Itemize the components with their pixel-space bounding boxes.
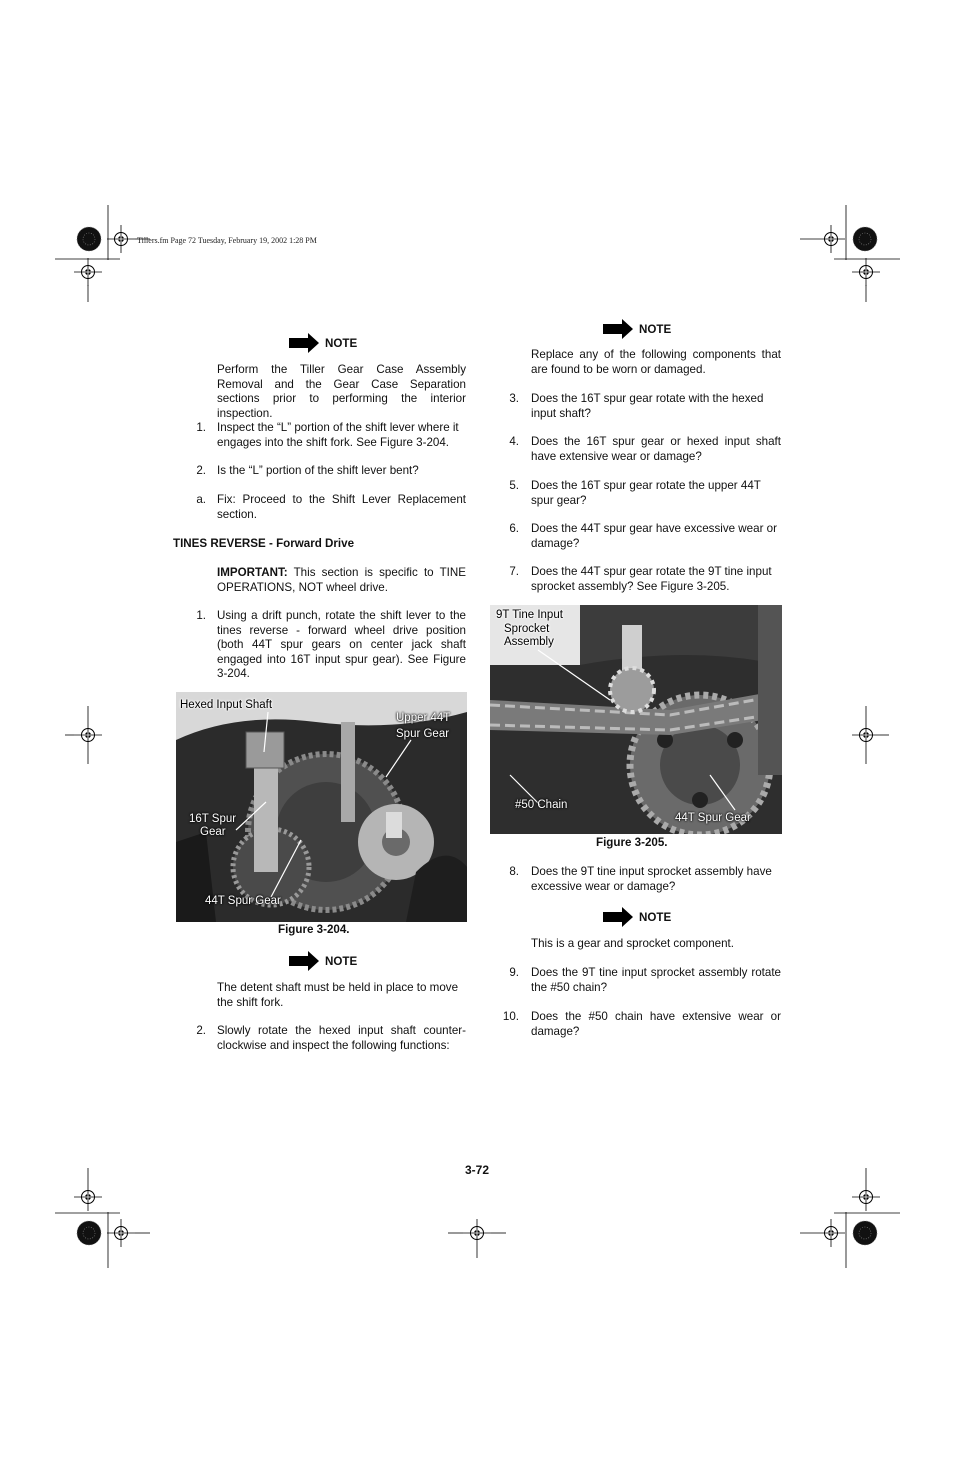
step-text: Does the 16T spur gear or hexed input shaft have extensive wear or damage?: [531, 435, 781, 463]
step-text: Inspect the “L” portion of the shift lever where it engages into the shift fork. See Figure 3-204.: [217, 421, 459, 449]
step-number: 1.: [196, 421, 206, 434]
note-callout: [603, 907, 671, 927]
important-label: IMPORTANT:: [217, 566, 288, 579]
step-number: 3.: [509, 392, 519, 405]
arrow-right-icon: [603, 907, 633, 927]
note-text: Replace any of the following components that are found to be worn or damaged.: [531, 348, 781, 376]
note-label: NOTE: [325, 336, 358, 350]
note-label: NOTE: [325, 954, 358, 968]
step-text: Does the 44T spur gear rotate the 9T tine input sprocket assembly? See Figure 3-205.: [531, 565, 772, 593]
step-text: Using a drift punch, rotate the shift lever to the tines reverse - forward wheel drive position (both 44T spur gears on center jack shaft engaged into 16T input spur gear). See Figure 3-204.: [217, 609, 466, 681]
step-number: 9.: [509, 966, 519, 979]
step-number: 2.: [196, 464, 206, 477]
label-16t-gear: Gear: [200, 826, 226, 838]
label-upper-44t: Upper 44T: [396, 712, 451, 724]
step-number: a.: [196, 493, 206, 506]
arrow-right-icon: [289, 333, 319, 353]
step-number: 8.: [509, 865, 519, 878]
page-number: 3-72: [465, 1163, 490, 1177]
step-text: Does the 9T tine input sprocket assembly rotate the #50 chain?: [531, 966, 781, 994]
step-number: 2.: [196, 1024, 206, 1037]
section-heading: TINES REVERSE - Forward Drive: [173, 537, 355, 550]
note-text: The detent shaft must be held in place to move the shift fork.: [217, 981, 459, 1009]
step-number: 4.: [509, 435, 519, 448]
step-text: Does the 9T tine input sprocket assembly have excessive wear or damage?: [531, 865, 772, 893]
label-hexed-input-shaft: Hexed Input Shaft: [180, 699, 273, 711]
arrow-right-icon: [603, 319, 633, 339]
step-text: Does the #50 chain have extensive wear or damage?: [531, 1010, 781, 1038]
important-text: This section is specific to TINE OPERATIONS, NOT wheel drive.: [217, 566, 466, 594]
figure-caption: Figure 3-204.: [278, 923, 350, 936]
note-callout: [289, 333, 357, 353]
label-16t-spur: 16T Spur: [189, 813, 237, 825]
step-text: Does the 16T spur gear rotate the upper 44T spur gear?: [531, 479, 761, 507]
label-50-chain: #50 Chain: [515, 799, 568, 811]
step-text: Does the 16T spur gear rotate with the hexed input shaft?: [531, 392, 764, 420]
note-text: This is a gear and sprocket component.: [531, 937, 734, 950]
figure-3-205-photo: [490, 605, 782, 834]
label-44t-spur-gear: 44T Spur Gear: [675, 812, 751, 824]
figure-3-204-photo: [176, 692, 467, 922]
step-number: 10.: [502, 1010, 519, 1023]
step-text: Is the “L” portion of the shift lever bent?: [217, 464, 419, 477]
label-9t-tine-input: 9T Tine Input: [496, 609, 563, 621]
label-44t-spur-gear: 44T Spur Gear: [205, 895, 281, 907]
step-text: Does the 44T spur gear have excessive wear or damage?: [531, 522, 777, 550]
gear-photo-illustration: [176, 692, 467, 922]
label-sprocket: Sprocket: [504, 623, 550, 635]
note-label: NOTE: [639, 910, 672, 924]
label-upper-44t-spur-gear: Spur Gear: [396, 728, 450, 740]
step-text: Fix: Proceed to the Shift Lever Replacement section.: [217, 493, 466, 521]
label-assembly: Assembly: [504, 636, 554, 648]
note-label: NOTE: [639, 322, 672, 336]
step-text: Slowly rotate the hexed input shaft counter-clockwise and inspect the following functions:: [217, 1024, 466, 1052]
step-number: 6.: [509, 522, 519, 535]
note-callout: [603, 319, 671, 339]
note-text: Perform the Tiller Gear Case Assembly Removal and the Gear Case Separation sections prior to performing the interior inspection.: [217, 363, 466, 420]
step-number: 1.: [196, 609, 206, 622]
arrow-right-icon: [289, 951, 319, 971]
figure-caption: Figure 3-205.: [596, 836, 668, 849]
note-callout: [289, 951, 357, 971]
step-number: 7.: [509, 565, 519, 578]
important-note: [217, 566, 466, 595]
step-number: 5.: [509, 479, 519, 492]
file-info-header: Tillers.fm Page 72 Tuesday, February 19, 2002 1:28 PM: [137, 236, 317, 245]
